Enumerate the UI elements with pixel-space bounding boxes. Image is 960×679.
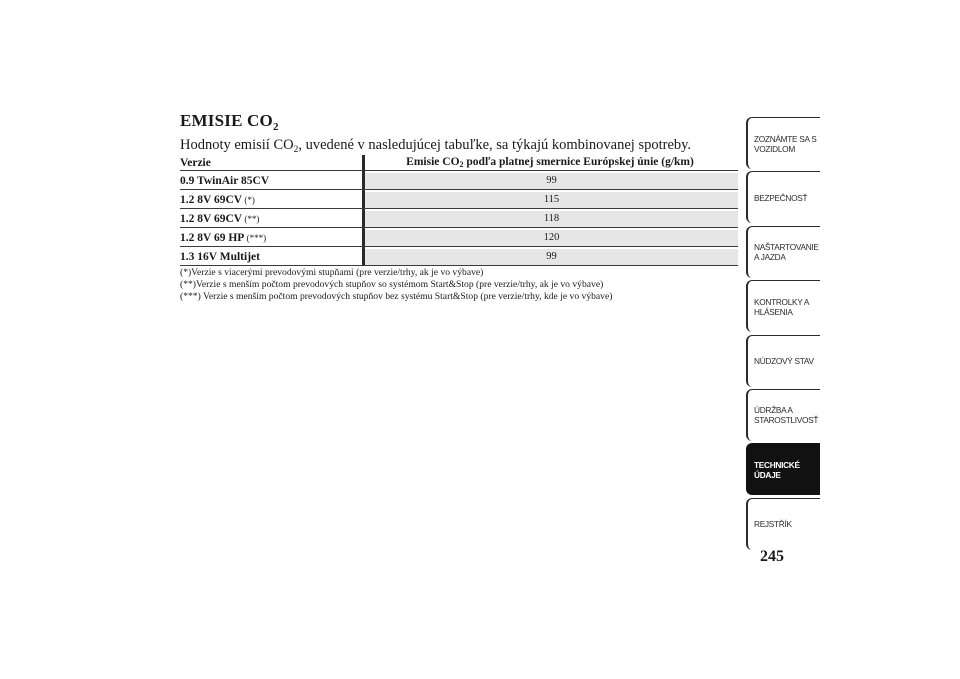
footnote: (***) Verzie s menším počtom prevodových stupňov bez systému Start&Stop (pre verzie/trhy, kde je vo výbave) (180, 290, 613, 302)
version-name: 0.9 TwinAir 85CV (180, 174, 270, 187)
table-header (180, 155, 738, 171)
row-version (180, 194, 365, 206)
page-number: 245 (760, 548, 784, 565)
chapter-tab-label: NÚDZOVÝ STAV (754, 356, 814, 367)
emission-value: 115 (365, 192, 738, 208)
header-emissions (362, 156, 738, 169)
emission-value: 99 (365, 173, 738, 189)
footnote: (**)Verzie s menším počtom prevodových stupňov so systémom Start&Stop (pre verzie/trhy, ak je vo výbave) (180, 278, 604, 290)
section-title-text: EMISIE CO (180, 111, 273, 130)
emissions-table (180, 155, 738, 266)
chapter-tab-label: KONTROLKY A HLÁSENIA (754, 296, 809, 317)
chapter-tab-label: TECHNICKÉ ÚDAJE (754, 459, 800, 480)
header-emissions-subscript: 2 (459, 160, 464, 169)
intro-text-a: Hodnoty emisií CO (180, 137, 294, 153)
chapter-tab[interactable] (746, 171, 820, 223)
emission-value: 120 (365, 230, 738, 246)
version-name: 1.2 8V 69CV (180, 193, 243, 206)
header-emissions-b: podľa platnej smernice Európskej únie (g/km) (463, 156, 694, 168)
footnotes (180, 267, 612, 302)
footnote: (*)Verzie s viacerými prevodovými stupňami (pre verzie/trhy, ak je vo výbave) (180, 267, 484, 278)
section-title-subscript: 2 (272, 121, 279, 133)
row-version (180, 251, 365, 263)
emission-value: 99 (365, 249, 738, 265)
chapter-tab[interactable] (746, 117, 820, 169)
table-row (180, 190, 738, 209)
version-name: 1.2 8V 69 HP (180, 231, 245, 244)
chapter-tabs (746, 117, 820, 552)
row-version (180, 175, 365, 187)
version-footnote-ref: (***) (244, 232, 267, 243)
table-row (180, 247, 738, 266)
table-row (180, 171, 738, 190)
emission-value: 118 (365, 211, 738, 227)
table-row (180, 228, 738, 247)
chapter-tab-label: BEZPEČNOSŤ (754, 192, 808, 203)
chapter-tab[interactable] (746, 226, 820, 278)
chapter-tab[interactable] (746, 443, 820, 495)
chapter-tab[interactable] (746, 389, 820, 441)
chapter-tab-label: ZOZNÁMTE SA S VOZIDLOM (754, 133, 817, 154)
chapter-tab[interactable] (746, 335, 820, 387)
version-name: 1.3 16V Multijet (180, 250, 260, 263)
section-title (180, 111, 279, 133)
chapter-tab-label: NAŠTARTOVANIE A JAZDA (754, 242, 819, 263)
version-footnote-ref: (**) (242, 213, 260, 224)
row-version (180, 213, 365, 225)
row-version (180, 232, 365, 244)
table-row (180, 209, 738, 228)
intro-text (180, 137, 691, 155)
intro-subscript: 2 (293, 145, 299, 155)
header-version: Verzie (180, 156, 211, 169)
header-emissions-a: Emisie CO (406, 156, 460, 168)
version-footnote-ref: (*) (242, 194, 255, 205)
chapter-tab-label: REJSTŘÍK (754, 519, 792, 530)
chapter-tab[interactable] (746, 280, 820, 332)
chapter-tab-label: ÚDRŽBA A STAROSTLIVOSŤ (754, 405, 819, 426)
version-name: 1.2 8V 69CV (180, 212, 243, 225)
row-divider (180, 265, 738, 266)
chapter-tab[interactable] (746, 498, 820, 550)
intro-text-b: , uvedené v nasledujúcej tabuľke, sa týkajú kombinovanej spotreby. (298, 137, 692, 153)
